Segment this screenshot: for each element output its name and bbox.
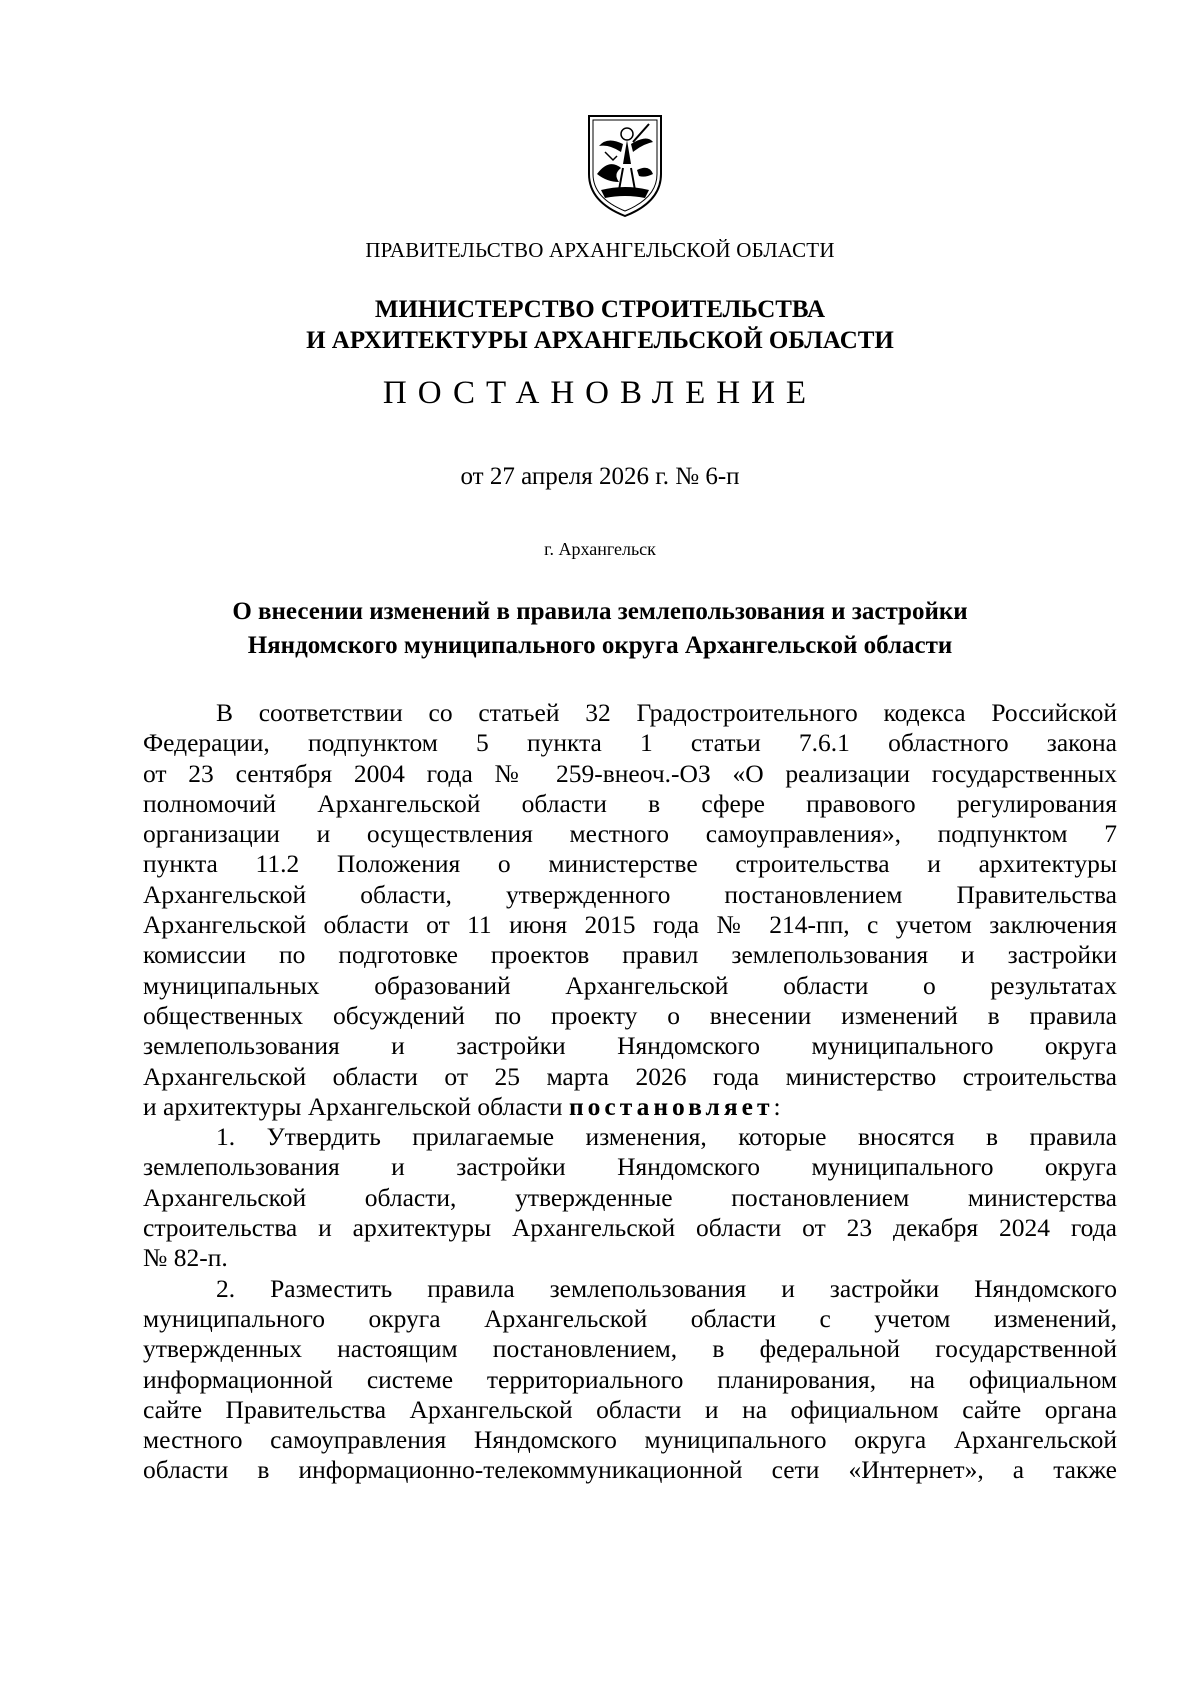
item-2-line: 2. Разместить правила землепользования и застройки Няндомского — [216, 1273, 1117, 1303]
item-1-line: 1. Утвердить прилагаемые изменения, которые вносятся в правила — [216, 1122, 1117, 1152]
resolves-colon: : — [773, 1091, 781, 1121]
item-2-line: местного самоуправления Няндомского муниципального округа Архангельской — [143, 1425, 1117, 1455]
body-line: Архангельской области от 11 июня 2015 года № 214-пп, с учетом заключения — [143, 910, 1117, 940]
document-title-line-1: О внесении изменений в правила землепользования и застройки — [232, 598, 968, 625]
ministry-name-line-2: И АРХИТЕКТУРЫ АРХАНГЕЛЬСКОЙ ОБЛАСТИ — [306, 327, 894, 354]
body-line: пункта 11.2 Положения о министерстве строительства и архитектуры — [143, 849, 1117, 879]
body-line: комиссии по подготовке проектов правил землепользования и застройки — [143, 940, 1117, 970]
coat-of-arms-emblem — [583, 112, 667, 220]
body-line-resolves — [143, 1092, 1117, 1122]
body-line: общественных обсуждений по проекту о внесении изменений в правила — [143, 1000, 1117, 1030]
item-2-line: сайте Правительства Архангельской области и на официальном сайте органа — [143, 1394, 1117, 1424]
item-2-line: муниципального округа Архангельской области с учетом изменений, — [143, 1303, 1117, 1333]
document-type: ПОСТАНОВЛЕНИЕ — [382, 375, 818, 411]
item-1-line: строительства и архитектуры Архангельской области от 23 декабря 2024 года — [143, 1213, 1117, 1243]
document-title-line-2: Няндомского муниципального округа Архангельской области — [247, 632, 953, 659]
body-line: полномочий Архангельской области в сфере правового регулирования — [143, 788, 1117, 818]
item-1-line: землепользования и застройки Няндомского муниципального округа — [143, 1152, 1117, 1182]
preamble-last-text: и архитектуры Архангельской области — [143, 1091, 563, 1121]
item-2-line: области в информационно-телекоммуникационной сети «Интернет», а также — [143, 1455, 1117, 1485]
document-place: г. Архангельск — [544, 539, 656, 559]
body-line: муниципальных образований Архангельской области о результатах — [143, 970, 1117, 1000]
item-2-line: утвержденных настоящим постановлением, в федеральной государственной — [143, 1334, 1117, 1364]
item-1-line: Архангельской области, утвержденные постановлением министерства — [143, 1182, 1117, 1212]
document-date-number: от 27 апреля 2026 г. № 6-п — [460, 463, 740, 490]
ministry-name-line-1: МИНИСТЕРСТВО СТРОИТЕЛЬСТВА — [374, 296, 826, 323]
document-body — [143, 698, 1117, 1486]
body-line: землепользования и застройки Няндомского муниципального округа — [143, 1031, 1117, 1061]
government-name: ПРАВИТЕЛЬСТВО АРХАНГЕЛЬСКОЙ ОБЛАСТИ — [365, 238, 835, 262]
body-line: В соответствии со статьей 32 Градостроительного кодекса Российской — [216, 698, 1117, 727]
body-line: организации и осуществления местного самоуправления», подпунктом 7 — [143, 819, 1117, 849]
body-line: от 23 сентября 2004 года № 259-внеоч.-ОЗ «О реализации государственных — [143, 758, 1117, 788]
body-line: Федерации, подпунктом 5 пункта 1 статьи 7.6.1 областного закона — [143, 728, 1117, 758]
item-1-line: № 82-п. — [143, 1243, 228, 1273]
item-2-line: информационной системе территориального планирования, на официальном — [143, 1364, 1117, 1394]
body-line: Архангельской области от 25 марта 2026 года министерство строительства — [143, 1061, 1117, 1091]
body-line: Архангельской области, утвержденного постановлением Правительства — [143, 879, 1117, 909]
resolves-word: постановляет — [568, 1091, 774, 1121]
